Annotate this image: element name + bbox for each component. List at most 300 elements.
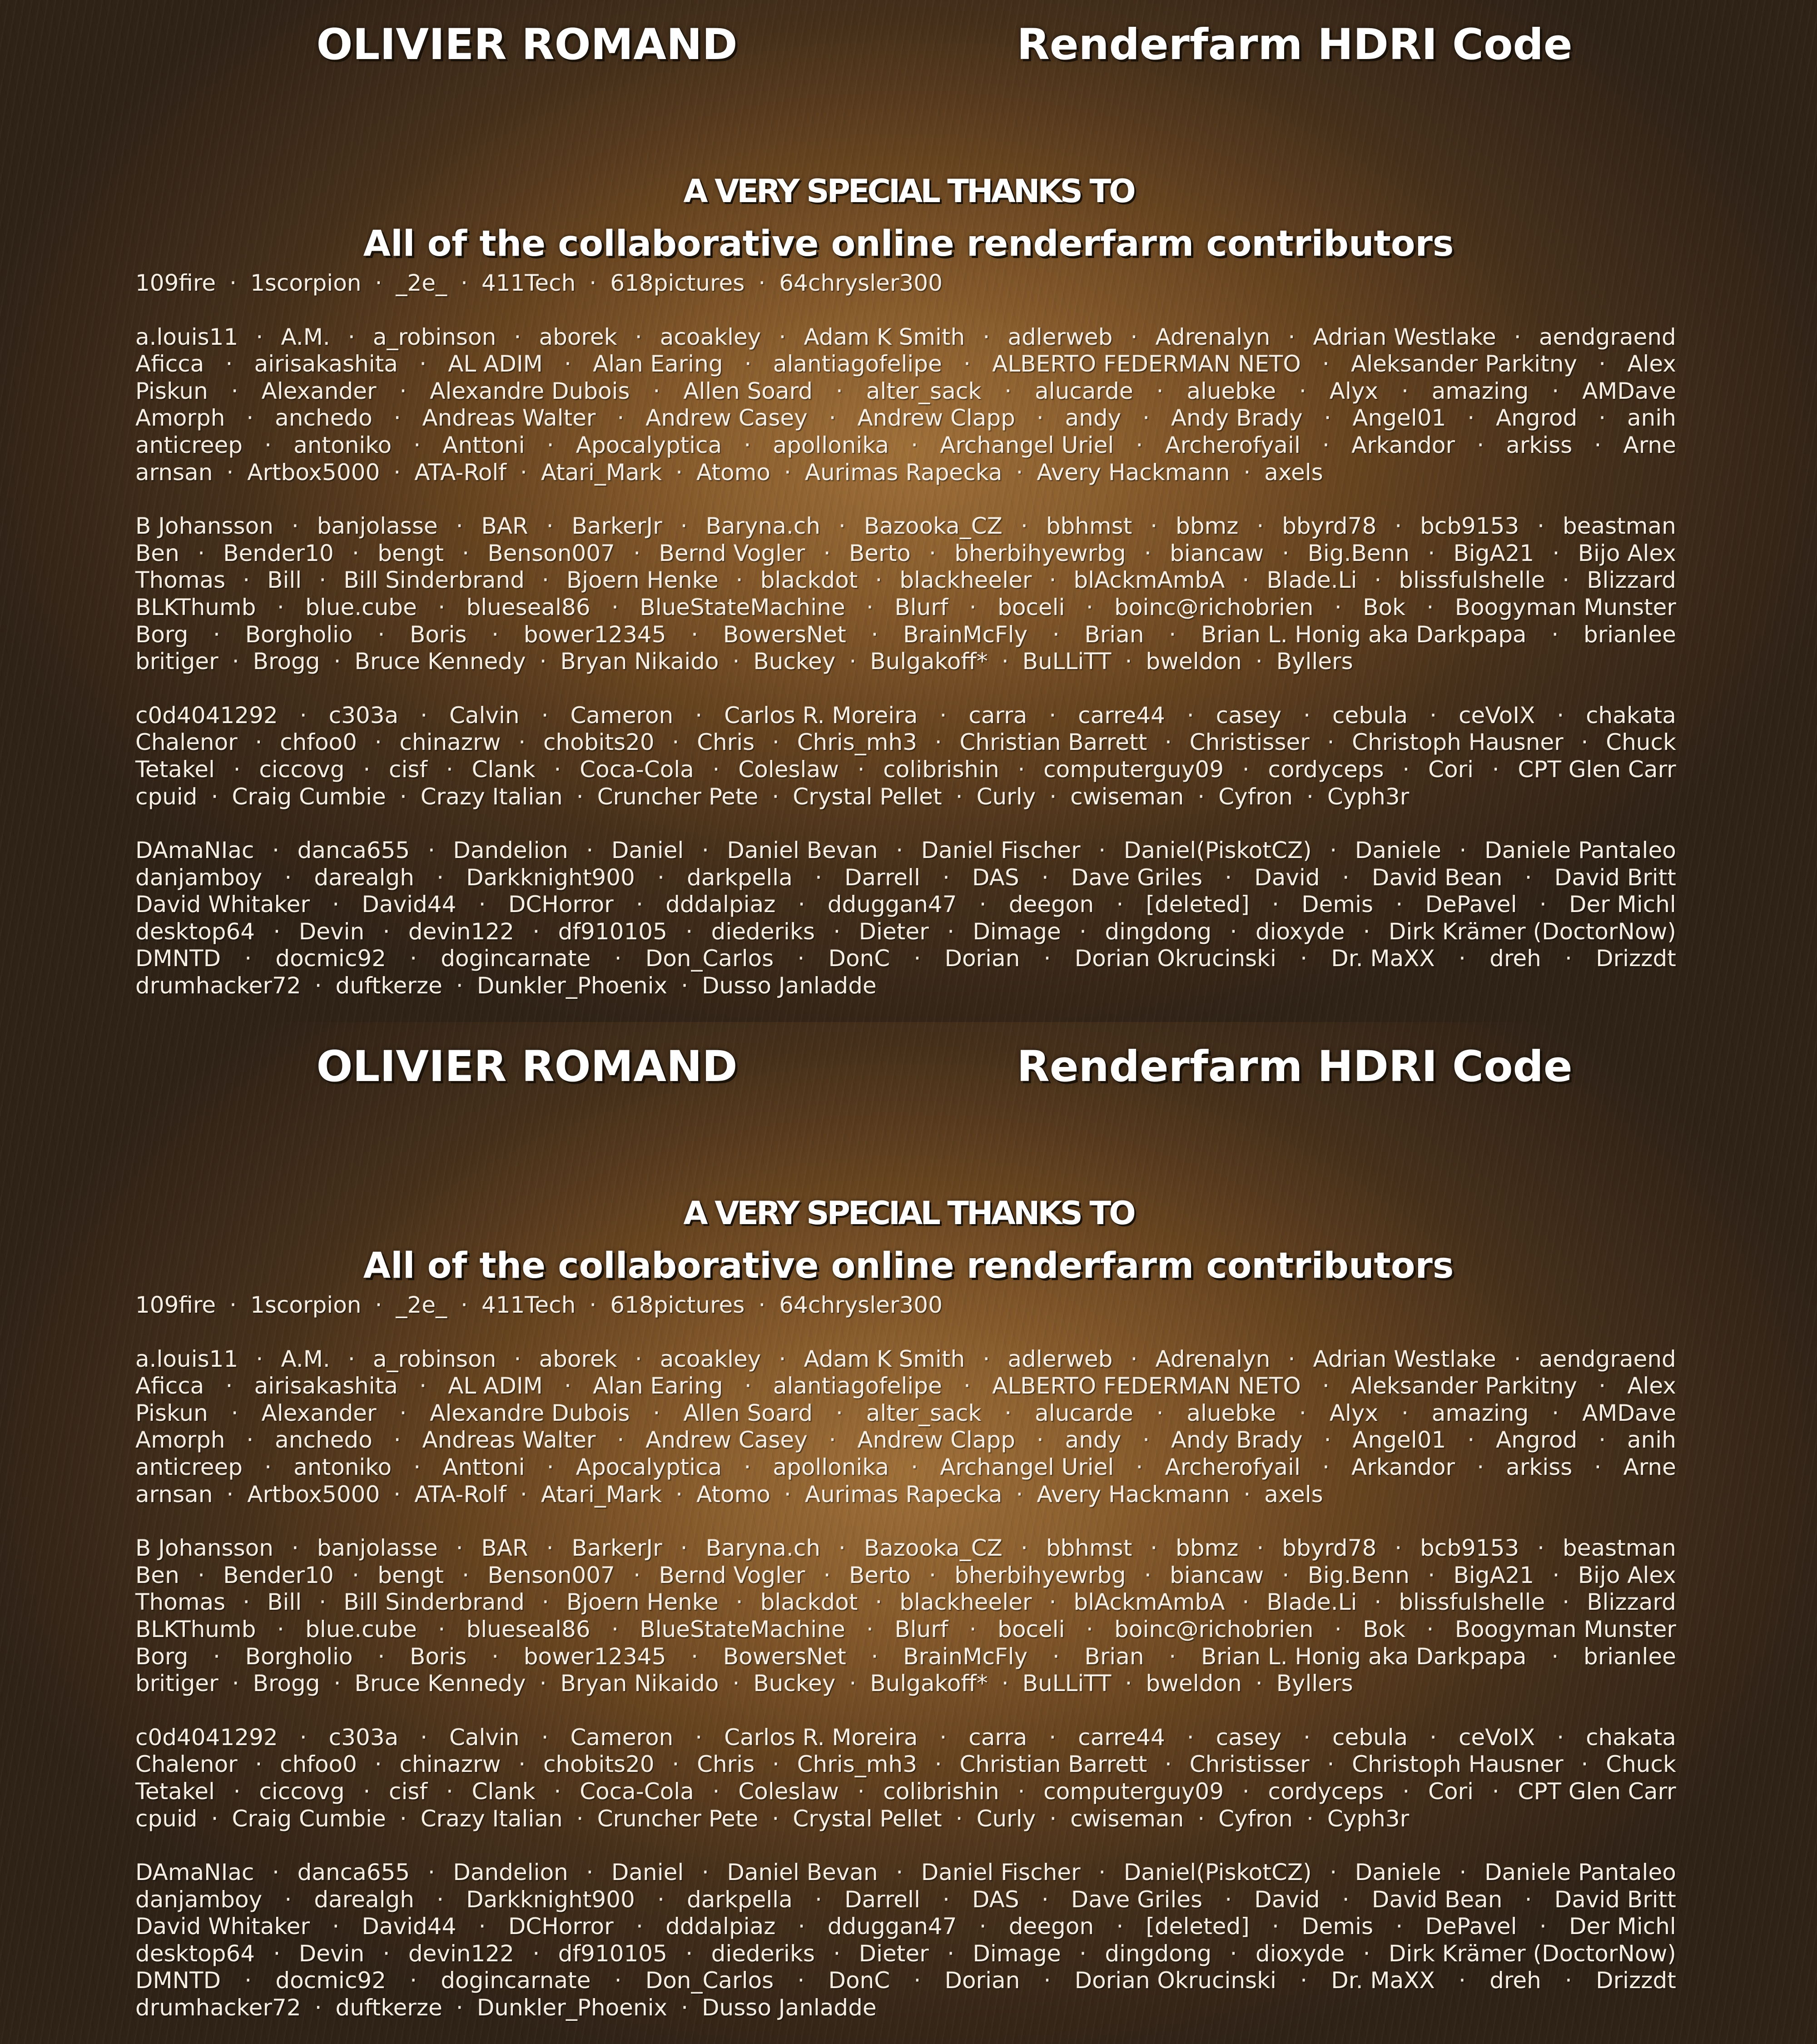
separator-dot: · — [491, 1643, 499, 1671]
separator-dot: · — [779, 324, 786, 351]
separator-dot: · — [1150, 1535, 1157, 1562]
separator-dot: · — [1288, 1346, 1295, 1373]
contributor-name: Bill — [267, 567, 302, 594]
separator-dot: · — [1142, 405, 1150, 432]
contributor-name: Andrew Clapp — [857, 1427, 1015, 1454]
separator-dot: · — [1327, 729, 1334, 756]
contributor-name: Blurf — [894, 1616, 948, 1643]
contributor-name: Carlos R. Moreira — [724, 702, 918, 729]
separator-dot: · — [1363, 918, 1370, 946]
contributor-name: Christoph Hausner — [1352, 729, 1564, 756]
separator-dot: · — [393, 1481, 401, 1508]
contributor-name: Aficca — [135, 351, 204, 378]
contributor-name: Brian L. Honig aka Darkpapa — [1201, 1643, 1527, 1671]
separator-dot: · — [352, 540, 359, 567]
contributor-name: Don_Carlos — [645, 945, 774, 972]
contributor-name: cpuid — [135, 1806, 198, 1833]
contributor-name: AMDave — [1582, 1400, 1676, 1427]
contributor-name: Bazooka_CZ — [864, 1535, 1003, 1562]
contributor-name: brianlee — [1584, 1643, 1676, 1671]
contributor-name: Alan Earing — [593, 351, 723, 378]
separator-dot: · — [438, 594, 445, 621]
separator-dot: · — [1557, 702, 1564, 729]
separator-dot: · — [394, 1427, 401, 1454]
separator-dot: · — [377, 1643, 385, 1671]
contributor-name: bbhmst — [1046, 513, 1132, 540]
separator-dot: · — [491, 621, 499, 649]
contributor-name: Arne — [1623, 432, 1676, 459]
contributor-name: Christisser — [1190, 729, 1310, 756]
separator-dot: · — [375, 270, 382, 297]
contributor-name: Alexander — [262, 1400, 377, 1427]
separator-dot: · — [520, 1481, 527, 1508]
contributor-name: Angrod — [1496, 1427, 1577, 1454]
separator-dot: · — [315, 1994, 322, 2022]
separator-dot: · — [461, 270, 468, 297]
contributor-name: drumhacker72 — [135, 972, 301, 1000]
contributor-name: Alyx — [1330, 1400, 1378, 1427]
contributor-name: David Britt — [1554, 1886, 1676, 1914]
separator-dot: · — [277, 594, 284, 621]
separator-dot: · — [657, 864, 665, 892]
separator-dot: · — [479, 891, 486, 918]
contributor-name: Andreas Walter — [422, 1427, 596, 1454]
contributor-name: ciccovg — [259, 1778, 344, 1806]
separator-dot: · — [532, 1940, 540, 1968]
separator-dot: · — [836, 378, 843, 405]
separator-dot: · — [1537, 1535, 1544, 1562]
separator-dot: · — [277, 1616, 284, 1643]
contributor-name: Dimage — [973, 918, 1061, 946]
separator-dot: · — [1044, 945, 1051, 972]
contributor-name: dduggan47 — [828, 1913, 957, 1940]
contributor-name: David — [1254, 1886, 1320, 1914]
contributor-name: cordyceps — [1268, 756, 1384, 784]
separator-dot: · — [1395, 1535, 1402, 1562]
separator-dot: · — [233, 756, 241, 784]
contributor-name: beastman — [1563, 1535, 1676, 1562]
contributor-name: BigA21 — [1453, 540, 1534, 567]
separator-dot: · — [633, 1562, 640, 1589]
separator-dot: · — [681, 1994, 688, 2022]
separator-dot: · — [456, 972, 463, 1000]
separator-dot: · — [935, 729, 942, 756]
separator-dot: · — [1016, 1481, 1023, 1508]
contributor-name: Daniele Pantaleo — [1484, 837, 1676, 864]
contributor-name: BlueStateMachine — [640, 1616, 845, 1643]
separator-dot: · — [1021, 513, 1028, 540]
contributor-name: aborek — [539, 1346, 617, 1373]
separator-dot: · — [702, 1859, 709, 1886]
contributor-name: anticreep — [135, 432, 243, 459]
separator-dot: · — [1242, 1778, 1250, 1806]
separator-dot: · — [1374, 567, 1381, 594]
contributor-name: 1scorpion — [250, 270, 361, 297]
contributor-name: Adam K Smith — [804, 1346, 965, 1373]
contributor-name: bcb9153 — [1420, 1535, 1519, 1562]
separator-dot: · — [1363, 1940, 1370, 1968]
contributor-name: dioxyde — [1256, 1940, 1345, 1968]
contributor-name: anchedo — [275, 1427, 372, 1454]
contributor-name: blackdot — [760, 567, 858, 594]
separator-dot: · — [1395, 891, 1403, 918]
contributor-name: Cameron — [570, 1724, 673, 1751]
separator-dot: · — [798, 1913, 805, 1940]
contributor-name: duftkerze — [336, 1994, 442, 2022]
contributor-name: Calvin — [449, 702, 520, 729]
contributor-name: DAS — [972, 864, 1019, 892]
separator-dot: · — [1197, 784, 1205, 811]
contributor-name: Crystal Pellet — [793, 1806, 942, 1833]
separator-dot: · — [1037, 405, 1044, 432]
separator-dot: · — [300, 1724, 307, 1751]
contributor-name: Adrenalyn — [1156, 1346, 1271, 1373]
separator-dot: · — [685, 1940, 693, 1968]
separator-dot: · — [420, 702, 427, 729]
contributor-name: arkiss — [1506, 432, 1572, 459]
contributor-name: Dr. MaXX — [1331, 945, 1435, 972]
separator-dot: · — [542, 1589, 549, 1616]
separator-dot: · — [1322, 351, 1330, 378]
contributor-name: Archerofyail — [1165, 1454, 1300, 1481]
contributor-name: ceVoIX — [1459, 1724, 1535, 1751]
contributor-name: Cyph3r — [1327, 1806, 1409, 1833]
separator-dot: · — [849, 1670, 856, 1697]
contributor-name: amazing — [1432, 378, 1529, 405]
separator-dot: · — [456, 1994, 463, 2022]
contributor-name: Bjoern Henke — [566, 1589, 719, 1616]
separator-dot: · — [1395, 1913, 1403, 1940]
contributor-name: Benson007 — [487, 540, 615, 567]
contributor-name: Dieter — [859, 1940, 929, 1968]
separator-dot: · — [428, 1859, 435, 1886]
separator-dot: · — [745, 1373, 752, 1400]
contributor-name: Atomo — [696, 1481, 770, 1508]
contributor-name: alantiagofelipe — [773, 1373, 942, 1400]
separator-dot: · — [1243, 1481, 1251, 1508]
contributor-name: Bender10 — [223, 540, 333, 567]
contributor-name: Bender10 — [223, 1562, 333, 1589]
contributor-name: c0d4041292 — [135, 1724, 278, 1751]
separator-dot: · — [875, 567, 882, 594]
contributor-name: DonC — [828, 1967, 890, 1994]
separator-dot: · — [691, 621, 698, 649]
separator-dot: · — [589, 270, 596, 297]
separator-dot: · — [839, 1535, 846, 1562]
contributor-name: Cruncher Pete — [597, 1806, 759, 1833]
contributor-name: carre44 — [1078, 702, 1165, 729]
contributor-name: banjolasse — [317, 513, 438, 540]
contributor-name: Coca-Cola — [580, 1778, 694, 1806]
separator-dot: · — [1335, 594, 1342, 621]
contributor-name: [deleted] — [1146, 1913, 1249, 1940]
separator-dot: · — [983, 1346, 990, 1373]
contributor-name: acoakley — [660, 324, 761, 351]
separator-dot: · — [284, 864, 292, 892]
separator-dot: · — [1552, 1400, 1559, 1427]
contributor-name: a.louis11 — [135, 324, 238, 351]
separator-dot: · — [420, 1724, 427, 1751]
separator-dot: · — [849, 648, 856, 675]
separator-dot: · — [1322, 1373, 1330, 1400]
contributor-name: Cyfron — [1218, 1806, 1293, 1833]
contributor-name: Allen Soard — [683, 378, 813, 405]
separator-dot: · — [1492, 756, 1499, 784]
contributor-name: Daniele — [1355, 837, 1441, 864]
separator-dot: · — [871, 1643, 878, 1671]
separator-dot: · — [300, 702, 307, 729]
separator-dot: · — [393, 459, 401, 486]
separator-dot: · — [1130, 1346, 1137, 1373]
contributor-name: Dandelion — [453, 837, 568, 864]
separator-dot: · — [541, 702, 549, 729]
separator-dot: · — [264, 432, 272, 459]
separator-dot: · — [542, 567, 549, 594]
separator-dot: · — [1459, 945, 1466, 972]
contributor-name: Atomo — [696, 459, 770, 486]
separator-dot: · — [758, 1292, 765, 1319]
separator-dot: · — [1018, 756, 1025, 784]
contributor-name: bbmz — [1176, 1535, 1238, 1562]
contributor-name: darealgh — [314, 1886, 414, 1914]
contributor-name: dduggan47 — [828, 891, 957, 918]
separator-dot: · — [1116, 1913, 1123, 1940]
contributor-name: ALBERTO FEDERMAN NETO — [992, 351, 1301, 378]
contributor-name: Blizzard — [1587, 1589, 1676, 1616]
separator-dot: · — [636, 891, 643, 918]
contributor-name: BLKThumb — [135, 594, 256, 621]
contributor-name: Brian — [1084, 1643, 1144, 1671]
contributor-name: Dorian — [944, 1967, 1020, 1994]
separator-dot: · — [586, 1859, 593, 1886]
contributor-name: Dusso Janladde — [702, 1994, 877, 2022]
contributor-name: Crazy Italian — [421, 1806, 563, 1833]
contributor-name: DCHorror — [508, 891, 614, 918]
separator-dot: · — [383, 918, 390, 946]
contributor-name: adlerweb — [1008, 324, 1112, 351]
contributor-name: deegon — [1009, 1913, 1094, 1940]
separator-dot: · — [246, 405, 253, 432]
separator-dot: · — [1079, 1940, 1087, 1968]
separator-dot: · — [1256, 513, 1264, 540]
contributor-name: Cruncher Pete — [597, 784, 759, 811]
contributor-name: Dorian Okrucinski — [1075, 1967, 1276, 1994]
separator-dot: · — [400, 784, 407, 811]
contributor-name: aborek — [539, 324, 617, 351]
separator-dot: · — [383, 1940, 390, 1968]
contributor-name: alter_sack — [866, 1400, 982, 1427]
contributor-name: Bernd Vogler — [659, 1562, 805, 1589]
separator-dot: · — [1428, 540, 1435, 567]
separator-dot: · — [564, 1373, 571, 1400]
separator-dot: · — [375, 729, 382, 756]
separator-dot: · — [211, 1806, 218, 1833]
separator-dot: · — [520, 459, 527, 486]
contributor-name: B Johansson — [135, 1535, 273, 1562]
contributor-name: blissfulshelle — [1399, 567, 1545, 594]
separator-dot: · — [1049, 1589, 1056, 1616]
separator-dot: · — [1282, 1562, 1289, 1589]
contributor-name: DonC — [828, 945, 890, 972]
contributor-name: Christoph Hausner — [1352, 1751, 1564, 1778]
separator-dot: · — [772, 1751, 779, 1778]
separator-dot: · — [1242, 756, 1250, 784]
contributor-name: Devin — [299, 918, 364, 946]
contributor-name: Andrew Casey — [645, 405, 808, 432]
separator-dot: · — [829, 405, 836, 432]
contributor-name: chobits20 — [543, 1751, 655, 1778]
contributor-name: dddalpiaz — [665, 1913, 775, 1940]
separator-dot: · — [1098, 1859, 1106, 1886]
contributor-name: 618pictures — [610, 270, 745, 297]
contributor-name: darkpella — [687, 1886, 793, 1914]
contributor-name: Bok — [1363, 594, 1405, 621]
contributor-name: danca655 — [298, 837, 410, 864]
contributor-name: Berto — [849, 540, 911, 567]
separator-dot: · — [547, 1454, 554, 1481]
contributor-name: Dusso Janladde — [702, 972, 877, 1000]
contributor-name: Borg — [135, 1643, 188, 1671]
contributor-name: bengt — [377, 1562, 444, 1589]
separator-dot: · — [675, 459, 683, 486]
contributor-name: DAmaNIac — [135, 1859, 254, 1886]
contributor-name: Brian L. Honig aka Darkpapa — [1201, 621, 1527, 649]
separator-dot: · — [947, 1940, 954, 1968]
separator-dot: · — [1565, 1967, 1572, 1994]
separator-dot: · — [1562, 1589, 1569, 1616]
separator-dot: · — [363, 1778, 370, 1806]
contributor-name: cwiseman — [1070, 784, 1184, 811]
separator-dot: · — [198, 540, 205, 567]
contributor-name: BowersNet — [723, 621, 846, 649]
separator-dot: · — [1594, 1454, 1602, 1481]
separator-dot: · — [1049, 1806, 1057, 1833]
separator-dot: · — [479, 1913, 486, 1940]
separator-dot: · — [1004, 1400, 1012, 1427]
contributor-name: Anttoni — [442, 1454, 525, 1481]
separator-dot: · — [1187, 1724, 1194, 1751]
contributor-name: CPT Glen Carr — [1518, 756, 1676, 784]
contributor-name: Bill — [267, 1589, 302, 1616]
separator-dot: · — [546, 513, 554, 540]
contributor-name: Blizzard — [1587, 567, 1676, 594]
separator-dot: · — [211, 784, 218, 811]
separator-dot: · — [1049, 784, 1057, 811]
contributor-name: cebula — [1332, 702, 1408, 729]
contributor-name: Cameron — [570, 702, 673, 729]
contributor-name: darealgh — [314, 864, 414, 892]
separator-dot: · — [653, 1400, 660, 1427]
contributor-name: Daniel — [611, 837, 684, 864]
contributor-name: Boris — [410, 621, 467, 649]
contributor-name: Buckey — [753, 648, 835, 675]
contributor-name: blackdot — [760, 1589, 858, 1616]
contributor-name: Piskun — [135, 378, 208, 405]
contributor-name: AL ADIM — [448, 351, 543, 378]
separator-dot: · — [1322, 432, 1330, 459]
separator-dot: · — [1004, 378, 1012, 405]
separator-dot: · — [213, 1643, 220, 1671]
contributor-name: Chuck — [1606, 729, 1676, 756]
separator-dot: · — [1525, 864, 1532, 892]
contributor-name: dreh — [1489, 945, 1541, 972]
contributor-name: alter_sack — [866, 378, 982, 405]
separator-dot: · — [419, 1373, 427, 1400]
contributor-name: AL ADIM — [448, 1373, 543, 1400]
separator-dot: · — [685, 918, 693, 946]
separator-dot: · — [1514, 1346, 1521, 1373]
contributor-name: dingdong — [1105, 918, 1211, 946]
separator-dot: · — [518, 1751, 526, 1778]
separator-dot: · — [896, 1859, 903, 1886]
separator-dot: · — [784, 459, 791, 486]
contributor-name: carra — [968, 702, 1027, 729]
separator-dot: · — [611, 594, 619, 621]
separator-dot: · — [675, 1481, 683, 1508]
separator-dot: · — [1324, 405, 1331, 432]
contributor-name: Apocalyptica — [576, 432, 722, 459]
contributor-name: blAckmAmbA — [1073, 1589, 1225, 1616]
contributor-name: Demis — [1301, 891, 1373, 918]
contributor-name: Tetakel — [135, 1778, 215, 1806]
contributor-name: BuLLiTT — [1023, 1670, 1112, 1697]
contributor-name: chfoo0 — [280, 1751, 357, 1778]
contributor-name: Bruce Kennedy — [354, 1670, 526, 1697]
separator-dot: · — [541, 1724, 549, 1751]
separator-dot: · — [702, 837, 709, 864]
separator-dot: · — [833, 918, 840, 946]
contributor-name: AMDave — [1582, 378, 1676, 405]
contributor-name: Christian Barrett — [959, 729, 1147, 756]
separator-dot: · — [913, 1967, 921, 1994]
contributor-name: c0d4041292 — [135, 702, 278, 729]
contributor-name: BAR — [481, 1535, 528, 1562]
contributor-name: Bruce Kennedy — [354, 648, 526, 675]
separator-dot: · — [866, 1616, 874, 1643]
contributor-name: Chris_mh3 — [797, 729, 917, 756]
separator-dot: · — [1552, 378, 1559, 405]
separator-dot: · — [636, 1913, 643, 1940]
separator-dot: · — [1136, 1454, 1143, 1481]
contributor-name: Chris — [697, 729, 755, 756]
contributor-name: Big.Benn — [1308, 1562, 1410, 1589]
separator-dot: · — [1049, 702, 1056, 729]
contributor-name: Amorph — [135, 405, 225, 432]
separator-dot: · — [1551, 1643, 1559, 1671]
contributor-name: Arkandor — [1351, 1454, 1455, 1481]
separator-dot: · — [1086, 594, 1093, 621]
contributor-name: Andy Brady — [1171, 405, 1303, 432]
contributor-name: Anttoni — [442, 432, 525, 459]
separator-dot: · — [1242, 567, 1249, 594]
separator-dot: · — [947, 918, 954, 946]
contributor-name: docmic92 — [275, 1967, 386, 1994]
separator-dot: · — [413, 432, 421, 459]
separator-dot: · — [736, 567, 743, 594]
contributor-name: Dave Griles — [1071, 1886, 1202, 1914]
separator-dot: · — [576, 784, 584, 811]
separator-dot: · — [375, 1751, 382, 1778]
separator-dot: · — [576, 1806, 584, 1833]
separator-dot: · — [695, 1724, 702, 1751]
contributor-name: dioxyde — [1256, 918, 1345, 946]
separator-dot: · — [836, 1400, 843, 1427]
contributor-name: Bill Sinderbrand — [343, 567, 525, 594]
separator-dot: · — [1539, 1913, 1547, 1940]
contributor-name: dddalpiaz — [665, 891, 775, 918]
separator-dot: · — [929, 1562, 936, 1589]
contributor-name: B Johansson — [135, 513, 273, 540]
